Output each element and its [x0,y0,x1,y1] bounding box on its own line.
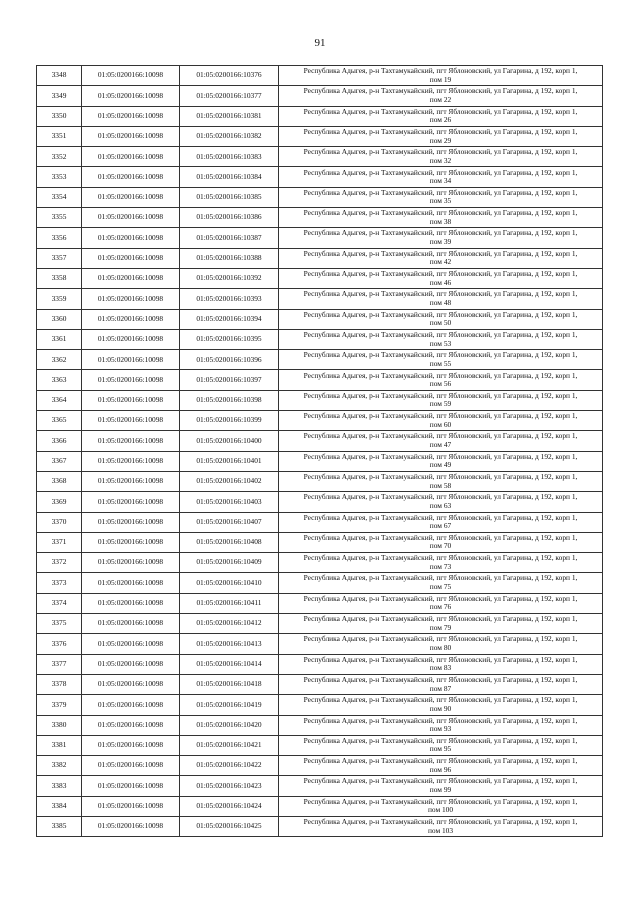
address-line: Республика Адыгея, р-н Тахтамукайский, пгт Яблоновский, ул Гагарина, д 192, корп 1, [303,329,578,339]
table-row [37,106,603,126]
cadastral-number: 01:05:0200166:10409 [180,553,279,573]
table-row [37,370,603,390]
address-room: пом 50 [429,318,452,328]
address-room: пом 22 [429,94,452,104]
cadastral-number: 01:05:0200166:10412 [180,614,279,634]
address-room: пом 59 [429,399,452,409]
address-cell [279,654,603,674]
address-cell [279,776,603,796]
address-room: пом 48 [429,297,452,307]
row-number: 3379 [37,695,82,715]
parent-cadastral-number: 01:05:0200166:10098 [82,695,180,715]
row-number: 3362 [37,350,82,370]
row-number: 3380 [37,715,82,735]
row-number: 3355 [37,208,82,228]
address-room: пом 38 [429,216,452,226]
address-line: Республика Адыгея, р-н Тахтамукайский, пгт Яблоновский, ул Гагарина, д 192, корп 1, [303,796,578,806]
table-row [37,735,603,755]
address-room: пом 60 [429,419,452,429]
table-row [37,350,603,370]
table-row [37,390,603,410]
cadastral-number: 01:05:0200166:10418 [180,674,279,694]
table-row [37,329,603,349]
address-line: Республика Адыгея, р-н Тахтамукайский, пгт Яблоновский, ул Гагарина, д 192, корп 1, [303,86,578,96]
cadastral-number: 01:05:0200166:10385 [180,187,279,207]
row-number: 3364 [37,390,82,410]
address-cell [279,106,603,126]
address-cell [279,532,603,552]
address-room: пом 70 [429,541,452,551]
parent-cadastral-number: 01:05:0200166:10098 [82,756,180,776]
parent-cadastral-number: 01:05:0200166:10098 [82,147,180,167]
address-room: пом 99 [429,785,452,795]
row-number: 3381 [37,735,82,755]
address-room: пом 80 [429,642,452,652]
row-number: 3371 [37,532,82,552]
address-line: Республика Адыгея, р-н Тахтамукайский, пгт Яблоновский, ул Гагарина, д 192, корп 1, [303,228,578,238]
row-number: 3350 [37,106,82,126]
address-cell [279,756,603,776]
address-line: Республика Адыгея, р-н Тахтамукайский, пгт Яблоновский, ул Гагарина, д 192, корп 1, [303,187,578,197]
address-line: Республика Адыгея, р-н Тахтамукайский, пгт Яблоновский, ул Гагарина, д 192, корп 1, [303,167,578,177]
address-cell [279,390,603,410]
address-line: Республика Адыгея, р-н Тахтамукайский, пгт Яблоновский, ул Гагарина, д 192, корп 1, [303,248,578,258]
cadastral-number: 01:05:0200166:10411 [180,593,279,613]
address-line: Республика Адыгея, р-н Тахтамукайский, пгт Яблоновский, ул Гагарина, д 192, корп 1, [303,106,578,116]
address-line: Республика Адыгея, р-н Тахтамукайский, пгт Яблоновский, ул Гагарина, д 192, корп 1, [303,350,578,360]
table-row [37,471,603,491]
cadastral-number: 01:05:0200166:10376 [180,66,279,86]
cadastral-number: 01:05:0200166:10400 [180,431,279,451]
address-cell [279,86,603,106]
address-line: Республика Адыгея, р-н Тахтамукайский, пгт Яблоновский, ул Гагарина, д 192, корп 1, [303,756,578,766]
parent-cadastral-number: 01:05:0200166:10098 [82,106,180,126]
row-number: 3359 [37,289,82,309]
row-number: 3351 [37,126,82,146]
address-line: Республика Адыгея, р-н Тахтамукайский, пгт Яблоновский, ул Гагарина, д 192, корп 1, [303,126,578,136]
parent-cadastral-number: 01:05:0200166:10098 [82,411,180,431]
address-room: пом 75 [429,582,452,592]
cadastral-register-table [36,65,603,837]
cadastral-number: 01:05:0200166:10393 [180,289,279,309]
parent-cadastral-number: 01:05:0200166:10098 [82,573,180,593]
cadastral-number: 01:05:0200166:10387 [180,228,279,248]
cadastral-number: 01:05:0200166:10408 [180,532,279,552]
cadastral-number: 01:05:0200166:10398 [180,390,279,410]
address-line: Республика Адыгея, р-н Тахтамукайский, пгт Яблоновский, ул Гагарина, д 192, корп 1, [303,573,578,583]
address-cell [279,492,603,512]
parent-cadastral-number: 01:05:0200166:10098 [82,370,180,390]
row-number: 3365 [37,411,82,431]
table-row [37,86,603,106]
parent-cadastral-number: 01:05:0200166:10098 [82,593,180,613]
address-cell [279,471,603,491]
address-line: Республика Адыгея, р-н Тахтамукайский, пгт Яблоновский, ул Гагарина, д 192, корп 1, [303,431,578,441]
address-room: пом 32 [429,155,452,165]
table-row [37,167,603,187]
address-room: пом 39 [429,237,452,247]
cadastral-number: 01:05:0200166:10402 [180,471,279,491]
row-number: 3378 [37,674,82,694]
cadastral-number: 01:05:0200166:10396 [180,350,279,370]
table-row [37,66,603,86]
address-line: Республика Адыгея, р-н Тахтамукайский, пгт Яблоновский, ул Гагарина, д 192, корп 1, [303,817,578,827]
row-number: 3353 [37,167,82,187]
table-row [37,796,603,816]
table-row [37,654,603,674]
parent-cadastral-number: 01:05:0200166:10098 [82,512,180,532]
address-cell [279,674,603,694]
address-line: Республика Адыгея, р-н Тахтамукайский, пгт Яблоновский, ул Гагарина, д 192, корп 1, [303,309,578,319]
address-cell [279,350,603,370]
address-room: пом 29 [429,135,452,145]
parent-cadastral-number: 01:05:0200166:10098 [82,268,180,288]
address-line: Республика Адыгея, р-н Тахтамукайский, пгт Яблоновский, ул Гагарина, д 192, корп 1, [303,532,578,542]
cadastral-number: 01:05:0200166:10381 [180,106,279,126]
address-room: пом 63 [429,500,452,510]
row-number: 3374 [37,593,82,613]
parent-cadastral-number: 01:05:0200166:10098 [82,248,180,268]
parent-cadastral-number: 01:05:0200166:10098 [82,553,180,573]
parent-cadastral-number: 01:05:0200166:10098 [82,208,180,228]
parent-cadastral-number: 01:05:0200166:10098 [82,776,180,796]
address-line: Республика Адыгея, р-н Тахтамукайский, пгт Яблоновский, ул Гагарина, д 192, корп 1, [303,553,578,563]
table-row [37,553,603,573]
row-number: 3358 [37,268,82,288]
row-number: 3363 [37,370,82,390]
address-line: Республика Адыгея, р-н Тахтамукайский, пгт Яблоновский, ул Гагарина, д 192, корп 1, [303,289,578,299]
cadastral-number: 01:05:0200166:10413 [180,634,279,654]
row-number: 3367 [37,451,82,471]
address-room: пом 49 [429,460,452,470]
cadastral-number: 01:05:0200166:10394 [180,309,279,329]
cadastral-number: 01:05:0200166:10423 [180,776,279,796]
row-number: 3384 [37,796,82,816]
cadastral-number: 01:05:0200166:10395 [180,329,279,349]
address-cell [279,187,603,207]
row-number: 3361 [37,329,82,349]
address-line: Республика Адыгея, р-н Тахтамукайский, пгт Яблоновский, ул Гагарина, д 192, корп 1, [303,147,578,157]
cadastral-number: 01:05:0200166:10421 [180,735,279,755]
cadastral-number: 01:05:0200166:10392 [180,268,279,288]
row-number: 3352 [37,147,82,167]
cadastral-number: 01:05:0200166:10420 [180,715,279,735]
row-number: 3360 [37,309,82,329]
address-cell [279,614,603,634]
address-room: пом 95 [429,744,452,754]
parent-cadastral-number: 01:05:0200166:10098 [82,654,180,674]
address-cell [279,248,603,268]
address-cell [279,167,603,187]
row-number: 3383 [37,776,82,796]
parent-cadastral-number: 01:05:0200166:10098 [82,796,180,816]
address-room: пом 83 [429,663,452,673]
address-room: пом 73 [429,561,452,571]
table-row [37,411,603,431]
cadastral-number: 01:05:0200166:10383 [180,147,279,167]
address-room: пом 42 [429,257,452,267]
address-room: пом 103 [427,825,454,835]
address-room: пом 34 [429,176,452,186]
parent-cadastral-number: 01:05:0200166:10098 [82,492,180,512]
cadastral-number: 01:05:0200166:10414 [180,654,279,674]
parent-cadastral-number: 01:05:0200166:10098 [82,167,180,187]
address-room: пом 96 [429,764,452,774]
address-line: Республика Адыгея, р-н Тахтамукайский, пгт Яблоновский, ул Гагарина, д 192, корп 1, [303,776,578,786]
table-row [37,614,603,634]
parent-cadastral-number: 01:05:0200166:10098 [82,289,180,309]
cadastral-number: 01:05:0200166:10424 [180,796,279,816]
address-line: Республика Адыгея, р-н Тахтамукайский, пгт Яблоновский, ул Гагарина, д 192, корп 1, [303,715,578,725]
address-cell [279,816,603,836]
table-row [37,695,603,715]
table-body [37,66,603,837]
row-number: 3382 [37,756,82,776]
cadastral-number: 01:05:0200166:10377 [180,86,279,106]
table-row [37,268,603,288]
address-cell [279,309,603,329]
address-room: пом 47 [429,439,452,449]
address-cell [279,147,603,167]
parent-cadastral-number: 01:05:0200166:10098 [82,471,180,491]
row-number: 3368 [37,471,82,491]
address-line: Республика Адыгея, р-н Тахтамукайский, пгт Яблоновский, ул Гагарина, д 192, корп 1, [303,390,578,400]
parent-cadastral-number: 01:05:0200166:10098 [82,228,180,248]
address-room: пом 58 [429,480,452,490]
row-number: 3377 [37,654,82,674]
table-row [37,451,603,471]
address-room: пом 76 [429,602,452,612]
address-cell [279,329,603,349]
address-cell [279,593,603,613]
row-number: 3356 [37,228,82,248]
address-cell [279,796,603,816]
cadastral-number: 01:05:0200166:10407 [180,512,279,532]
cadastral-number: 01:05:0200166:10401 [180,451,279,471]
address-cell [279,553,603,573]
parent-cadastral-number: 01:05:0200166:10098 [82,329,180,349]
address-room: пом 100 [427,805,454,815]
cadastral-number: 01:05:0200166:10419 [180,695,279,715]
table-row [37,776,603,796]
address-cell [279,715,603,735]
row-number: 3375 [37,614,82,634]
row-number: 3370 [37,512,82,532]
address-cell [279,695,603,715]
address-cell [279,512,603,532]
cadastral-number: 01:05:0200166:10386 [180,208,279,228]
address-cell [279,228,603,248]
address-cell [279,370,603,390]
table-row [37,147,603,167]
table-row [37,512,603,532]
row-number: 3376 [37,634,82,654]
address-line: Республика Адыгея, р-н Тахтамукайский, пгт Яблоновский, ул Гагарина, д 192, корп 1, [303,634,578,644]
address-room: пом 90 [429,703,452,713]
table-row [37,208,603,228]
address-line: Республика Адыгея, р-н Тахтамукайский, пгт Яблоновский, ул Гагарина, д 192, корп 1, [303,593,578,603]
parent-cadastral-number: 01:05:0200166:10098 [82,816,180,836]
row-number: 3348 [37,66,82,86]
parent-cadastral-number: 01:05:0200166:10098 [82,634,180,654]
address-line: Республика Адыгея, р-н Тахтамукайский, пгт Яблоновский, ул Гагарина, д 192, корп 1, [303,66,578,76]
table-row [37,309,603,329]
address-room: пом 55 [429,358,452,368]
table-row [37,431,603,451]
address-cell [279,208,603,228]
parent-cadastral-number: 01:05:0200166:10098 [82,735,180,755]
address-room: пом 93 [429,724,452,734]
parent-cadastral-number: 01:05:0200166:10098 [82,126,180,146]
address-line: Республика Адыгея, р-н Тахтамукайский, пгт Яблоновский, ул Гагарина, д 192, корп 1, [303,735,578,745]
row-number: 3366 [37,431,82,451]
table-row [37,816,603,836]
address-room: пом 56 [429,379,452,389]
parent-cadastral-number: 01:05:0200166:10098 [82,431,180,451]
address-line: Республика Адыгея, р-н Тахтамукайский, пгт Яблоновский, ул Гагарина, д 192, корп 1, [303,654,578,664]
parent-cadastral-number: 01:05:0200166:10098 [82,715,180,735]
address-cell [279,289,603,309]
address-room: пом 67 [429,521,452,531]
table-row [37,674,603,694]
cadastral-number: 01:05:0200166:10403 [180,492,279,512]
table-row [37,187,603,207]
table-row [37,634,603,654]
parent-cadastral-number: 01:05:0200166:10098 [82,350,180,370]
table-row [37,248,603,268]
address-line: Республика Адыгея, р-н Тахтамукайский, пгт Яблоновский, ул Гагарина, д 192, корп 1, [303,411,578,421]
parent-cadastral-number: 01:05:0200166:10098 [82,66,180,86]
table-row [37,715,603,735]
cadastral-number: 01:05:0200166:10422 [180,756,279,776]
row-number: 3357 [37,248,82,268]
address-cell [279,735,603,755]
table-row [37,593,603,613]
address-line: Республика Адыгея, р-н Тахтамукайский, пгт Яблоновский, ул Гагарина, д 192, корп 1, [303,370,578,380]
address-room: пом 53 [429,338,452,348]
parent-cadastral-number: 01:05:0200166:10098 [82,532,180,552]
cadastral-number: 01:05:0200166:10388 [180,248,279,268]
parent-cadastral-number: 01:05:0200166:10098 [82,451,180,471]
table-row [37,532,603,552]
cadastral-number: 01:05:0200166:10397 [180,370,279,390]
address-cell [279,451,603,471]
parent-cadastral-number: 01:05:0200166:10098 [82,674,180,694]
address-line: Республика Адыгея, р-н Тахтамукайский, пгт Яблоновский, ул Гагарина, д 192, корп 1, [303,451,578,461]
address-cell [279,66,603,86]
table-row [37,289,603,309]
parent-cadastral-number: 01:05:0200166:10098 [82,309,180,329]
row-number: 3369 [37,492,82,512]
address-line: Республика Адыгея, р-н Тахтамукайский, пгт Яблоновский, ул Гагарина, д 192, корп 1, [303,695,578,705]
address-line: Республика Адыгея, р-н Тахтамукайский, пгт Яблоновский, ул Гагарина, д 192, корп 1, [303,471,578,481]
address-line: Республика Адыгея, р-н Тахтамукайский, пгт Яблоновский, ул Гагарина, д 192, корп 1, [303,674,578,684]
address-cell [279,268,603,288]
cadastral-number: 01:05:0200166:10382 [180,126,279,146]
address-cell [279,634,603,654]
table-row [37,228,603,248]
address-line: Республика Адыгея, р-н Тахтамукайский, пгт Яблоновский, ул Гагарина, д 192, корп 1, [303,614,578,624]
page-number: 91 [314,37,326,49]
row-number: 3349 [37,86,82,106]
cadastral-number: 01:05:0200166:10384 [180,167,279,187]
row-number: 3372 [37,553,82,573]
address-cell [279,573,603,593]
row-number: 3373 [37,573,82,593]
table-row [37,492,603,512]
cadastral-number: 01:05:0200166:10399 [180,411,279,431]
address-line: Республика Адыгея, р-н Тахтамукайский, пгт Яблоновский, ул Гагарина, д 192, корп 1, [303,208,578,218]
address-line: Республика Адыгея, р-н Тахтамукайский, пгт Яблоновский, ул Гагарина, д 192, корп 1, [303,492,578,502]
address-room: пом 26 [429,115,452,125]
cadastral-number: 01:05:0200166:10425 [180,816,279,836]
address-room: пом 79 [429,622,452,632]
row-number: 3354 [37,187,82,207]
address-room: пом 19 [429,74,452,84]
table-row [37,126,603,146]
address-line: Республика Адыгея, р-н Тахтамукайский, пгт Яблоновский, ул Гагарина, д 192, корп 1, [303,512,578,522]
address-line: Республика Адыгея, р-н Тахтамукайский, пгт Яблоновский, ул Гагарина, д 192, корп 1, [303,269,578,279]
address-room: пом 35 [429,196,452,206]
address-room: пом 46 [429,277,452,287]
address-cell [279,411,603,431]
address-cell [279,431,603,451]
parent-cadastral-number: 01:05:0200166:10098 [82,86,180,106]
cadastral-number: 01:05:0200166:10410 [180,573,279,593]
row-number: 3385 [37,816,82,836]
address-room: пом 87 [429,683,452,693]
table-row [37,756,603,776]
address-cell [279,126,603,146]
parent-cadastral-number: 01:05:0200166:10098 [82,390,180,410]
parent-cadastral-number: 01:05:0200166:10098 [82,614,180,634]
table-row [37,573,603,593]
parent-cadastral-number: 01:05:0200166:10098 [82,187,180,207]
